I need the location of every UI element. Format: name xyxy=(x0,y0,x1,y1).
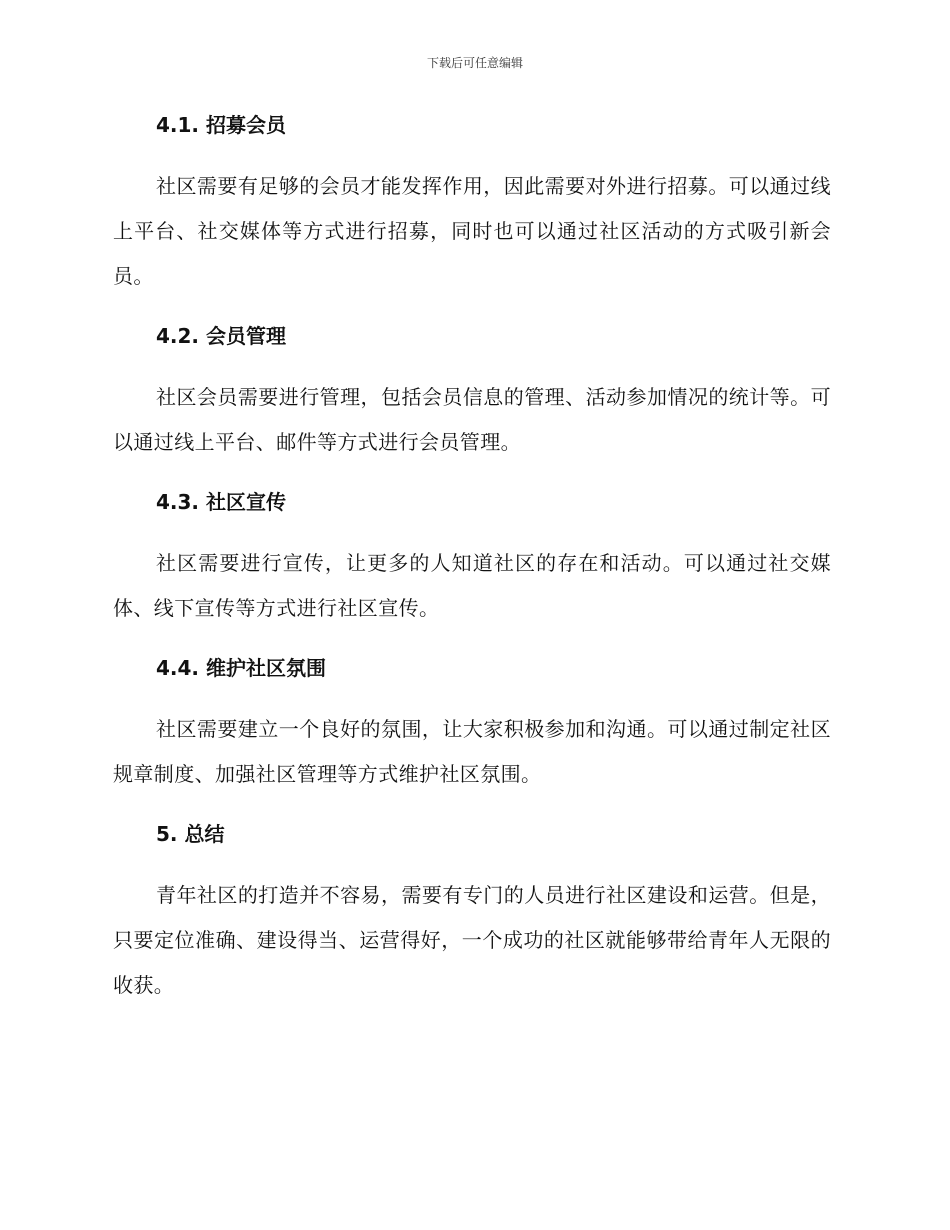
section-paragraph: 社区会员需要进行管理，包括会员信息的管理、活动参加情况的统计等。可以通过线上平台、邮件等方式进行会员管理。 xyxy=(113,385,831,454)
section-paragraph: 社区需要有足够的会员才能发挥作用，因此需要对外进行招募。可以通过线上平台、社交媒体等方式进行招募，同时也可以通过社区活动的方式吸引新会员。 xyxy=(113,174,831,288)
section-heading: 5. 总结 xyxy=(156,822,225,846)
section-4-3 xyxy=(113,487,831,631)
section-heading: 4.1. 招募会员 xyxy=(156,113,286,137)
section-heading: 4.2. 会员管理 xyxy=(156,324,286,348)
section-heading: 4.3. 社区宣传 xyxy=(156,490,286,514)
section-paragraph: 社区需要进行宣传，让更多的人知道社区的存在和活动。可以通过社交媒体、线下宣传等方式进行社区宣传。 xyxy=(113,551,831,620)
section-5 xyxy=(113,819,831,1008)
page-header: 下载后可任意编辑 xyxy=(426,56,523,70)
section-4-1 xyxy=(113,110,831,299)
document-body xyxy=(113,110,831,1030)
section-4-2 xyxy=(113,321,831,465)
section-paragraph: 青年社区的打造并不容易，需要有专门的人员进行社区建设和运营。但是，只要定位准确、建设得当、运营得好，一个成功的社区就能够带给青年人无限的收获。 xyxy=(113,883,831,997)
section-heading: 4.4. 维护社区氛围 xyxy=(156,656,326,680)
section-4-4 xyxy=(113,653,831,797)
section-paragraph: 社区需要建立一个良好的氛围，让大家积极参加和沟通。可以通过制定社区规章制度、加强社区管理等方式维护社区氛围。 xyxy=(113,717,831,786)
